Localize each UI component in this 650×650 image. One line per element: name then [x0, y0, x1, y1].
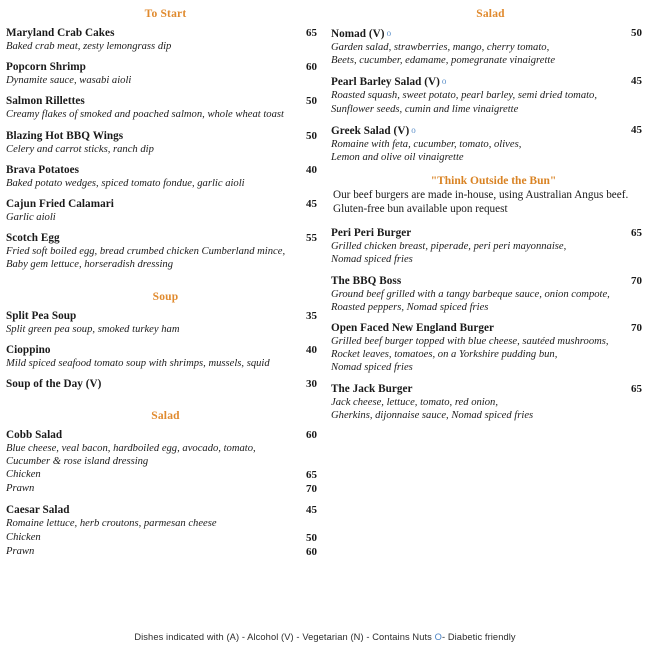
menu-item [331, 74, 650, 115]
menu-item-description-line: Baked potato wedges, spiced tomato fondue, garlic aioli [6, 177, 245, 189]
menu-item-description-line: Grilled beef burger topped with blue cheese, sautéed mushrooms, [331, 336, 609, 348]
menu-item-name: The Jack Burger [331, 382, 413, 395]
menu-item-description-line: Beets, cucumber, edamame, pomegranate vinaigrette [331, 55, 556, 67]
burger-items [331, 226, 650, 422]
menu-item-header-row [331, 382, 650, 396]
menu-item [6, 377, 325, 391]
menu-item-option-row [6, 482, 325, 496]
menu-item-name: Pearl Barley Salad (V) o [331, 76, 447, 89]
menu-item-description-line: Nomad spiced fries [331, 362, 413, 374]
menu-item-description-line: Mild spiced seafood tomato soup with shrimps, mussels, squid [6, 357, 270, 369]
right-column [325, 0, 650, 566]
menu-item [6, 309, 325, 336]
menu-item-header-row [6, 503, 325, 517]
menu-item-name: Greek Salad (V) o [331, 124, 416, 137]
menu-item-description-line: Rocket leaves, tomatoes, on a Yorkshire pudding bun, [331, 349, 558, 361]
menu-item-option-price: 65 [306, 469, 317, 482]
menu-item-header-row [6, 26, 325, 40]
menu-item [6, 60, 325, 87]
section-items [6, 309, 325, 391]
menu-item-header-row [331, 74, 650, 89]
menu-item-name: Salmon Rillettes [6, 95, 85, 108]
diabetic-marker-icon: o [386, 28, 392, 38]
menu-item [6, 94, 325, 121]
menu-item-header-row [6, 129, 325, 143]
menu-item-name: Scotch Egg [6, 232, 60, 245]
menu-item-option-label: Prawn [6, 483, 35, 495]
burger-section-title: "Think Outside the Bun" [430, 175, 557, 188]
menu-item-option-label: Chicken [6, 531, 41, 543]
menu-item-description-line: Jack cheese, lettuce, tomato, red onion, [331, 396, 498, 408]
section-items [6, 26, 325, 272]
menu-item-header-row [331, 123, 650, 138]
menu-item [6, 163, 325, 190]
menu-item-price: 65 [631, 227, 642, 240]
menu-item-description-line: Roasted peppers, Nomad spiced fries [331, 301, 489, 313]
menu-item [331, 321, 650, 375]
diabetic-marker-icon: o [411, 124, 416, 135]
menu-item-name: Cajun Fried Calamari [6, 198, 114, 211]
menu-item-description-line: Garlic aioli [6, 212, 56, 224]
diabetic-marker-icon: o [441, 76, 447, 87]
section-header-soup: Soup [152, 290, 179, 303]
menu-item-header-row [6, 94, 325, 108]
menu-item-description-line: Creamy flakes of smoked and poached salmon, whole wheat toast [6, 109, 284, 121]
burger-intro-block [331, 175, 650, 216]
menu-item-price: 35 [306, 309, 317, 322]
menu-item-header-row [6, 231, 325, 245]
menu-item-header-row [6, 428, 325, 442]
menu-item-description-line: Fried soft boiled egg, bread crumbed chicken Cumberland mince, [6, 246, 286, 258]
menu-item-name: Open Faced New England Burger [331, 322, 495, 335]
menu-item [331, 226, 650, 266]
menu-item-header-row [6, 163, 325, 177]
section-header-salad: Salad [151, 410, 180, 423]
menu-item-price: 30 [306, 378, 317, 391]
menu-item-name: Caesar Salad [6, 504, 70, 517]
menu-item-description-line: Baby gem lettuce, horseradish dressing [6, 259, 174, 271]
menu-item-price: 65 [306, 27, 317, 39]
menu-item [6, 503, 325, 558]
legend-text-part2: - Diabetic friendly [441, 632, 516, 642]
menu-item-description-line: Cucumber & rose island dressing [6, 456, 149, 468]
menu-item-price: 45 [306, 198, 317, 211]
menu-item [331, 382, 650, 422]
menu-item-description-line: Celery and carrot sticks, ranch dip [6, 143, 154, 155]
menu-item-description-line: Split green pea soup, smoked turkey ham [6, 323, 180, 335]
menu-item [6, 343, 325, 370]
menu-item-name: Split Pea Soup [6, 309, 77, 322]
menu-item-description-line: Ground beef grilled with a tangy barbeque sauce, onion compote, [331, 288, 610, 300]
menu-item-description-line: Dynamite sauce, wasabi aioli [6, 75, 132, 87]
menu-item [6, 129, 325, 156]
menu-item [6, 26, 325, 53]
menu-item-header-row [331, 226, 650, 240]
menu-item [6, 197, 325, 224]
menu-item-price: 45 [631, 123, 642, 136]
menu-item-header-row [6, 60, 325, 74]
menu-item-price: 70 [631, 322, 642, 335]
menu-item-name: Blazing Hot BBQ Wings [6, 129, 124, 142]
menu-item-description-line: Lemon and olive oil vinaigrette [331, 152, 464, 164]
menu-item-option-price: 50 [306, 531, 317, 544]
menu-item-price: 60 [306, 429, 317, 442]
menu-item-header-row [331, 26, 650, 41]
menu-item-option-price: 60 [306, 545, 317, 558]
menu-item [6, 428, 325, 496]
menu-item-price: 45 [306, 504, 317, 517]
menu-item [331, 26, 650, 67]
menu-item-description-line: Sunflower seeds, cumin and lime vinaigrette [331, 103, 519, 115]
menu-item-price: 70 [631, 274, 642, 287]
menu-item [6, 231, 325, 271]
menu-item-header-row [6, 197, 325, 211]
section-items [6, 428, 325, 559]
menu-item-price: 40 [306, 343, 317, 356]
menu-item-option-label: Prawn [6, 545, 35, 557]
menu-item-header-row [6, 309, 325, 323]
menu-item-header-row [6, 343, 325, 357]
menu-item-name: Nomad (V) o [331, 28, 392, 40]
menu-item [331, 123, 650, 164]
menu-item-option-label: Chicken [6, 469, 41, 481]
menu-item-name: Popcorn Shrimp [6, 61, 86, 74]
menu-item-description-line: Baked crab meat, zesty lemongrass dip [6, 41, 172, 52]
burger-intro-line: Gluten-free bun available upon request [333, 203, 508, 216]
menu-item-description-line: Garden salad, strawberries, mango, cherry tomato, [331, 42, 550, 53]
menu-item-price: 50 [631, 27, 642, 39]
section-header-salad-right: Salad [476, 8, 505, 20]
menu-item-name: Soup of the Day (V) [6, 378, 102, 391]
burger-intro-line: Our beef burgers are made in-house, using Australian Angus beef. [333, 189, 629, 202]
menu-item-price: 55 [306, 232, 317, 245]
menu-item-name: The BBQ Boss [331, 274, 402, 287]
section-items [331, 26, 650, 164]
menu-legend-footer [0, 632, 650, 642]
menu-item-price: 65 [631, 382, 642, 395]
menu-item-price: 40 [306, 163, 317, 176]
menu-item-description-line: Blue cheese, veal bacon, hardboiled egg, avocado, tomato, [6, 443, 256, 455]
menu-item-option-row [6, 468, 325, 482]
menu-item-header-row [6, 377, 325, 391]
menu-item-name: Peri Peri Burger [331, 227, 412, 240]
diabetic-circle-icon: O [434, 632, 442, 642]
menu-item-name: Cobb Salad [6, 429, 63, 442]
legend-text-part1: Dishes indicated with (A) - Alcohol (V) - Vegetarian (N) - Contains Nuts [134, 632, 435, 642]
menu-item-option-price: 70 [306, 483, 317, 496]
menu-item-description-line: Grilled chicken breast, piperade, peri peri mayonnaise, [331, 241, 567, 253]
menu-item-header-row [331, 274, 650, 288]
menu-item-header-row [331, 321, 650, 335]
menu-item-description-line: Romaine with feta, cucumber, tomato, olives, [331, 138, 522, 150]
left-column [0, 0, 325, 566]
menu-item-description-line: Gherkins, dijonnaise sauce, Nomad spiced fries [331, 409, 534, 421]
menu-item-price: 60 [306, 61, 317, 74]
menu-item-option-row [6, 545, 325, 559]
section-header-to-start: To Start [144, 8, 187, 20]
menu-item-name: Cioppino [6, 343, 51, 356]
menu-item-description-line: Roasted squash, sweet potato, pearl barley, semi dried tomato, [331, 90, 598, 102]
menu-item-price: 50 [306, 129, 317, 142]
menu-item-price: 50 [306, 95, 317, 108]
menu-item-option-row [6, 531, 325, 545]
menu-item-description-line: Romaine lettuce, herb croutons, parmesan cheese [6, 518, 217, 530]
menu-item-name: Brava Potatoes [6, 163, 80, 176]
menu-item [331, 274, 650, 314]
menu-item-name: Maryland Crab Cakes [6, 27, 115, 39]
menu-item-price: 45 [631, 75, 642, 88]
menu-item-description-line: Nomad spiced fries [331, 254, 413, 266]
